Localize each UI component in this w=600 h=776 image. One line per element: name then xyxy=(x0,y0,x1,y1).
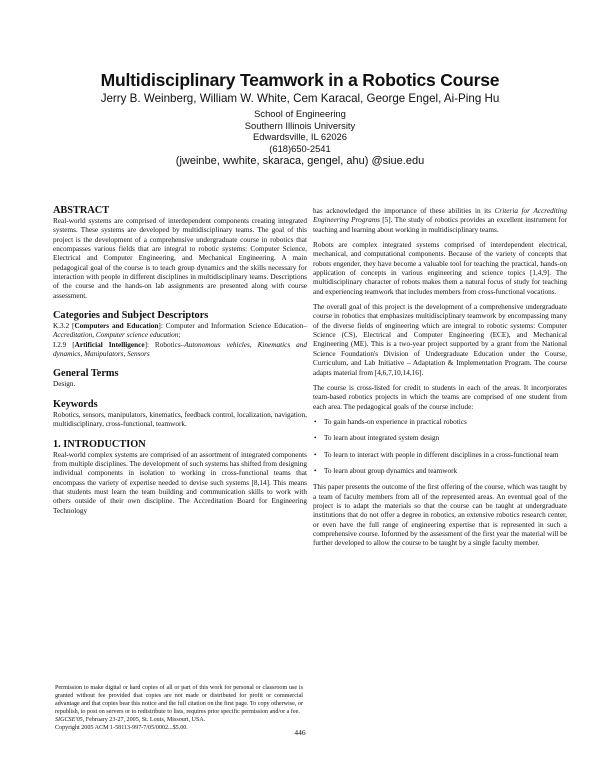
right-para-1: has acknowledged the importance of these abilities in its Criteria for Accrediting Engineering Programs [5]. The study of robotics provides an excellent instrument for teaching and learning about working in multidisciplinary teams. xyxy=(313,207,567,234)
paper-title: Multidisciplinary Teamwork in a Robotics Course xyxy=(100,70,500,90)
list-item: • To learn about group dynamics and teamwork xyxy=(314,466,458,475)
list-item: • To gain hands-on experience in practical robotics xyxy=(314,417,467,426)
bullet-icon: • xyxy=(314,450,317,459)
categories-heading: Categories and Subject Descriptors xyxy=(53,310,209,322)
goals-list xyxy=(313,418,567,476)
general-terms-text: Design. xyxy=(53,380,76,389)
venue-line: SIGCSE'05, February 23-27, 2005, St. Louis, Missouri, USA. xyxy=(55,716,206,723)
introduction-heading: 1. INTRODUCTION xyxy=(53,438,146,450)
right-para-5: This paper presents the outcome of the first offering of the course, which was taught by a team of faculty members from all of the represented areas. An eventual goal of the project is to adapt the materials so that the course can be taught at undergraduate institutions that do not offer a degree in robotics, an extensive robotics research center, or even have the full range of engineering expertise that is represented in such a comprehensive course. Informed by the assessment of the first year the material will be further developed to allow the course to be taught by a single faculty member. xyxy=(313,483,567,548)
bullet-icon: • xyxy=(314,434,317,443)
author-list: Jerry B. Weinberg, William W. White, Cem Karacal, George Engel, Ai-Ping Hu xyxy=(100,92,500,105)
page-number: 446 xyxy=(294,728,306,737)
permission-text: Permission to make digital or hard copies of all or part of this work for personal or classroom use is granted without fee provided that copies are not made or distributed for profit or commercial advantage and that copies bear this notice and the full citation on the first page. To copy otherwise, or republish, to post on servers or to redistribute to lists, requires prior specific permission and/or a fee. xyxy=(55,685,303,715)
affiliation-university: Southern Illinois University xyxy=(244,119,356,131)
introduction-text: Real-world complex systems are comprised of an assortment of integrated components from multiple disciplines. The development of such systems has shifted from designing individual components in isolation to working in cross-functional teams that encompass the variety of expertise needed to devise such systems [8,14]. This means that students must learn the team building and communication skills to work with others outside of their own discipline. The Accreditation Board for Engineering Technology xyxy=(53,450,307,515)
abstract-text: Real-world systems are comprised of interdependent components creating integrated systems. These systems are developed by multidisciplinary teams. The goal of this project is the development of a comprehensive undergraduate course in robotics that encompasses various fields that are integral to robotic systems: Computer Science, Electrical and Computer Engineering, and Mechanical Engineering. A main pedagogical goal of the course is to teach group dynamics and the skills necessary for interaction with people in different disciplines in multidisciplinary teams. Descriptions of the course and the hands-on lab assignments are presented along with course assessment. xyxy=(53,217,307,300)
list-item: • To learn to interact with people in different disciplines in a cross-functional team xyxy=(314,450,559,459)
keywords-text: Robotics, sensors, manipulators, kinematics, feedback control, localization, navigation, multidisciplinary, cross-functional, teamwork. xyxy=(53,410,307,429)
affiliation-address: Edwardsville, IL 62026 xyxy=(253,131,347,143)
author-emails: (jweinbe, wwhite, skaraca, gengel, ahu) @siue.edu xyxy=(175,155,425,167)
right-para-3: The overall goal of this project is the development of a comprehensive undergraduate course in robotics that emphasizes multidisciplinary teamwork by encompassing many of the diverse fields of engineering which are integral to robotic systems: Computer Science (CS), Electrical and Computer Engineering (ECE), and Mechanical Engineering (ME). This is a two-year project supported by a grant from the National Science Foundation's Division of Undergraduate Education under the Course, Curriculum, and Lab Initiative – Adaptation & Implementation Program. The course adapts material from [4,6,7,10,14,16]. xyxy=(313,303,567,377)
bullet-icon: • xyxy=(314,466,317,475)
left-column xyxy=(53,205,307,516)
affiliation-school: School of Engineering xyxy=(254,108,346,119)
right-column xyxy=(313,207,567,549)
list-item: • To learn about integrated system design xyxy=(314,434,440,443)
right-para-2: Robots are complex integrated systems comprised of interdependent electrical, mechanical, and computational components. Because of the variety of concepts that robots engender, they have become a valuable tool for teaching the practical, hands-on application of concepts in various engineering and science topics [1,4,9]. The multidisciplinary character of robots makes them a natural focus of study for teaching and experiencing teamwork that includes members from cross-functional vocations. xyxy=(313,241,567,296)
permission-notice xyxy=(55,685,303,732)
right-para-4: The course is cross-listed for credit to students in each of the areas. It incorporates team-based robotics projects in which the teams are comprised of one student from each area. The pedagogical goals of the course include: xyxy=(313,383,567,411)
affiliation-phone: (618)650-2541 xyxy=(269,142,331,154)
copyright-line: Copyright 2005 ACM 1-58113-997-7/05/0002...$5.00. xyxy=(55,724,188,731)
abstract-heading: ABSTRACT xyxy=(53,205,110,216)
categories-line-2: I.2.9 [Artificial Intelligence]: Robotics–Autonomous vehicles, Kinematics and dynamics, Manipulators, Sensors xyxy=(53,340,307,359)
keywords-heading: Keywords xyxy=(53,398,98,410)
bullet-icon: • xyxy=(314,417,317,426)
categories-line-1: K.3.2 [Computers and Education]: Computer and Information Science Education–Accreditation, Computer science education; xyxy=(53,322,308,340)
general-terms-heading: General Terms xyxy=(53,368,119,380)
